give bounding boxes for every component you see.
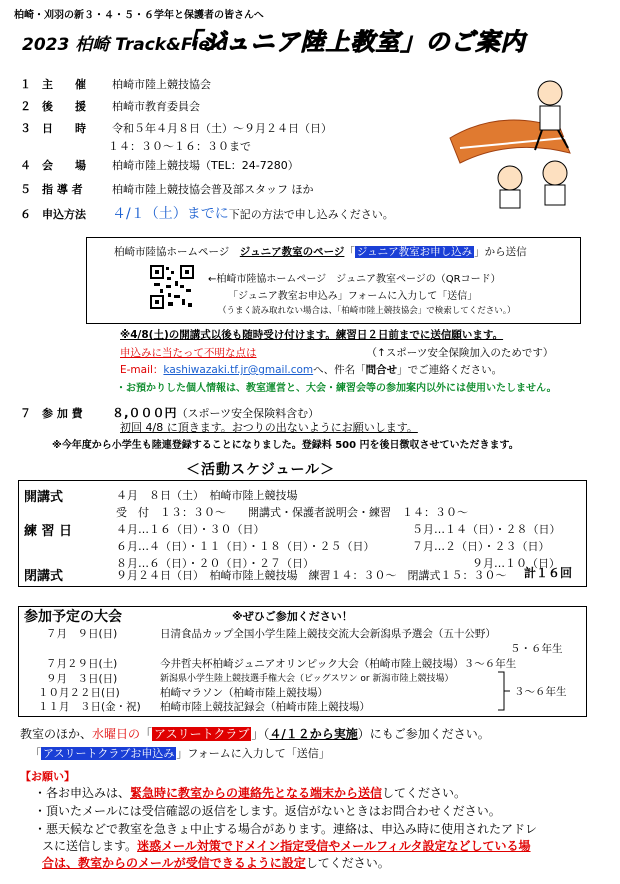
fee-registration-note: ※今年度から小学生も陸連登録することになりました。登録料 500 円を後日徴収させていただきます。 <box>52 440 519 451</box>
apply-line: 柏崎市陸協ホームページ ジュニア教室のページ「 ジュニア教室お申し込み 」から送信 <box>114 246 527 258</box>
note-email: E-mail：kashiwazaki.tf.jr@gmail.comへ、件名「問合せ」でご連絡ください。 <box>120 364 503 376</box>
competitions-heading: 参加予定の大会 <box>24 609 122 625</box>
schedule-close-line: ９月２４日（日） 柏崎市陸上競技場 練習１４：３０～ 閉講式１５：３０～ <box>116 569 507 582</box>
comp-name-3: 新潟県小学生陸上競技選手権大会（ビッグスワン or 新潟市陸上競技場） <box>160 674 454 684</box>
qr-line-2: 「ジュニア教室お申込み」フォームに入力して「送信」 <box>228 291 478 302</box>
item-instructor: ５ 指 導 者 柏崎市陸上競技協会普及部スタッフ ほか <box>20 183 314 196</box>
year-brand: 2023 柏崎 Track&Field <box>22 35 228 55</box>
junior-apply-link[interactable]: ジュニア教室お申し込み <box>356 246 473 258</box>
audience-line: 柏崎・刈羽の新３・４・５・６学年と保護者の皆さんへ <box>14 10 264 21</box>
comp-date-5: １１月 ３日(金・祝) <box>38 701 141 713</box>
practice-right-3: ９月…１０（日） <box>472 557 560 570</box>
runners-illustration <box>440 68 590 218</box>
athlete-club-form-line: 「 アスリートクラブお申込み 」フォームに入力して「送信」 <box>30 747 330 760</box>
comp-date-2: ７月２９日(土) <box>46 658 118 670</box>
practice-right-2: ７月…２（日）・２３（日） <box>412 540 550 553</box>
item-venue: ４ 会 場 柏崎市陸上競技場（TEL：24-7280） <box>20 159 299 172</box>
athlete-club-line: 教室のほか、水曜日の「 アスリートクラブ 」（４/１２から実施）にもご参加ください。 <box>20 727 490 741</box>
schedule-open-label: 開講式 <box>24 490 64 505</box>
qr-line-3: （うまく読み取れない場合は、「柏崎市陸上競技協会」で検索してください。） <box>218 306 516 316</box>
request-3: ・悪天候などで教室を急きょ中止する場合があります。連絡は、申込み時に使用されたアドレ <box>34 822 538 836</box>
item-datetime-time: １４：３０～１６：３０まで <box>108 140 251 153</box>
practice-right-1: ５月…１４（日）・２８（日） <box>412 523 561 536</box>
note-privacy: ・お預かりした個人情報は、教室運営と、大会・練習会等の参加案内以外には使用いたしません。 <box>116 383 557 394</box>
item-datetime: ３ 日 時 令和５年４月８日（土）～９月２４日（日） <box>20 122 332 135</box>
page-title: 「ジュニア陸上教室」のご案内 <box>176 28 526 56</box>
practice-left-2: ６月…４（日）・１１（日）・１８（日）・２５（日） <box>116 540 375 553</box>
competitions-sub: ※ぜひご参加ください！ <box>232 610 353 623</box>
comp-date-1: ７月 ９日(日) <box>46 628 118 640</box>
grade-bracket <box>496 670 512 712</box>
comp-name-5: 柏崎市陸上競技記録会（柏崎市陸上競技場） <box>160 701 370 713</box>
comp-grade-bracket: ３～６年生 <box>514 686 567 698</box>
item-sponsor: ２ 後 援 柏崎市教育委員会 <box>20 100 200 113</box>
practice-left-3: ８月…６（日）・２０（日）・２７（日） <box>116 557 314 570</box>
item-apply-method: ６ 申込方法 ４/１（土）までに下記の方法で申し込みください。 <box>20 206 394 222</box>
fee-payment-note: 初回 4/8 に頂きます。おつりの出ないようにお願いします。 <box>120 421 418 434</box>
requests-heading: 【お願い】 <box>20 770 75 783</box>
request-3-end: 合は、教室からのメールが受信できるように設定してください。 <box>42 856 390 870</box>
schedule-open-line2: 受 付 １３：３０～ 開講式・保護者説明会・練習 １４：３０～ <box>116 506 468 519</box>
item-fee: ７ 参 加 費 ８,０００円（スポーツ安全保険料含む） <box>20 406 320 420</box>
athlete-club-apply-link[interactable]: アスリートクラブお申込み <box>43 747 175 760</box>
request-1: ・各お申込みは、緊急時に教室からの連絡先となる端末から送信してください。 <box>34 786 467 800</box>
comp-grade-1: ５・６年生 <box>510 643 563 655</box>
qr-code[interactable] <box>150 265 194 309</box>
comp-date-3: ９月 ３日(日) <box>46 673 118 685</box>
comp-name-1: 日清食品カップ全国小学生陸上競技交流大会新潟県予選会（五十公野） <box>160 628 496 640</box>
schedule-heading: ＜活動スケジュール＞ <box>186 462 336 478</box>
comp-name-2: 今井哲夫杯柏崎ジュニアオリンピック大会（柏崎市陸上競技場）３～６年生 <box>160 658 517 670</box>
comp-name-4: 柏崎マラソン（柏崎市陸上競技場） <box>160 687 328 699</box>
item-organizer: １ 主 催 柏崎市陸上競技協会 <box>20 78 211 91</box>
schedule-open-line1: ４月 ８日（土） 柏崎市陸上競技場 <box>116 489 298 502</box>
schedule-close-label: 閉講式 <box>24 569 64 584</box>
athlete-club-link[interactable]: アスリートクラブ <box>154 727 250 741</box>
request-2: ・頂いたメールには受信確認の返信をします。返信がないときはお問合わせください。 <box>34 804 501 818</box>
comp-date-4: １０月２２日(日) <box>38 687 120 699</box>
request-3-cont: スに送信します。迷惑メール対策でドメイン指定受信やメールフィルタ設定などしている場 <box>42 839 531 853</box>
practice-left-1: ４月…１６（日）・３０（日） <box>116 523 265 536</box>
email-link[interactable]: kashiwazaki.tf.jr@gmail.com <box>163 364 314 376</box>
schedule-practice-label: 練 習 日 <box>24 524 73 539</box>
note-anytime: ※4/8(土)の開講式以後も随時受け付けます。練習日２日前までに送信願います。 <box>120 329 504 341</box>
note-inquiry: 申込みに当たって不明な点は （↑スポーツ安全保険加入のためです） <box>120 347 554 359</box>
qr-line-1: ←柏崎市陸協ホームページ ジュニア教室ページの（QRコード） <box>208 274 501 285</box>
schedule-total: 計１６回 <box>524 566 573 580</box>
